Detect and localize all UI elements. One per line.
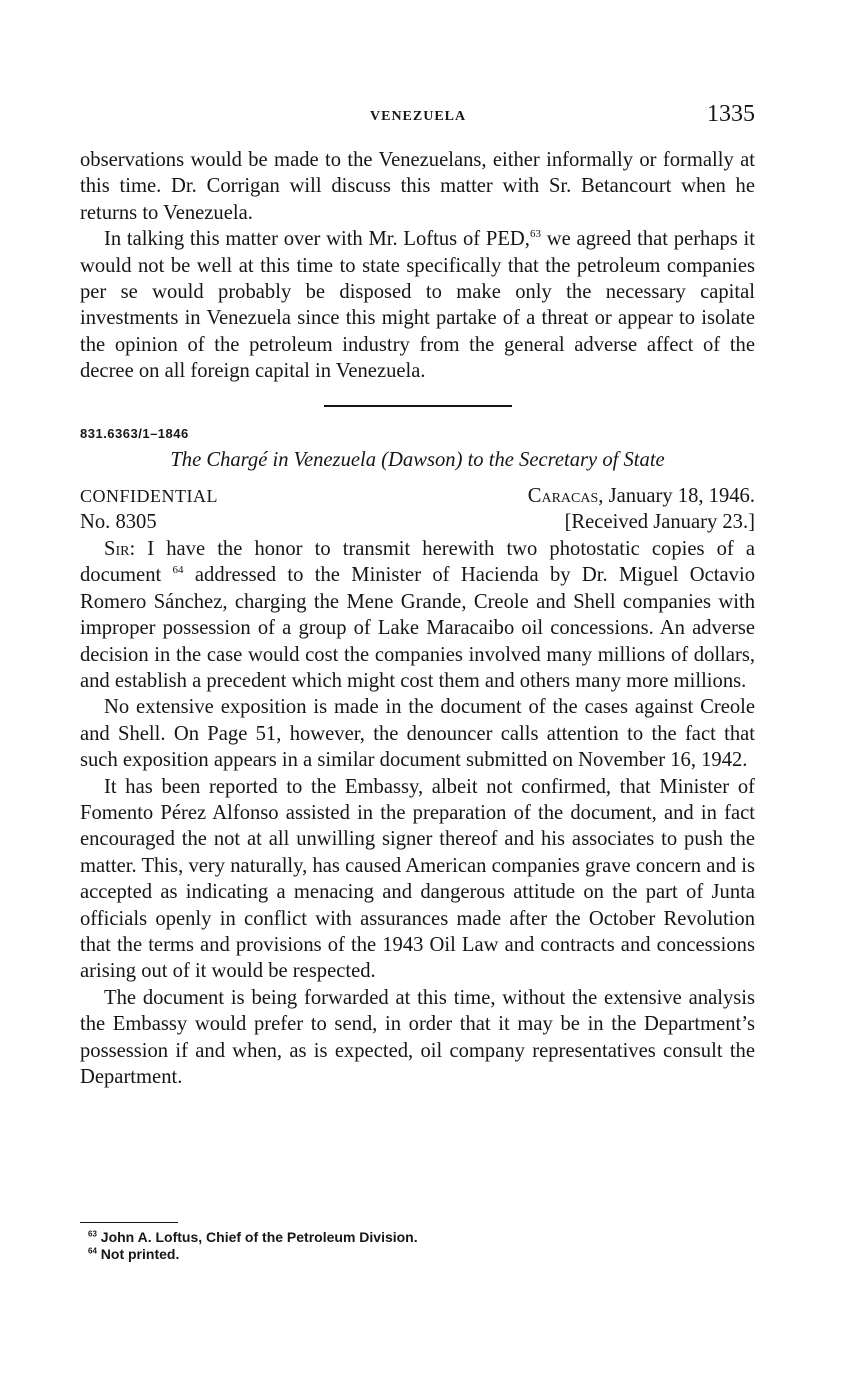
footnote-ref-64: 64: [172, 564, 184, 577]
classification: CONFIDENTIAL: [80, 486, 218, 507]
body-text: [80, 147, 755, 1090]
title-name: Dawson: [388, 448, 456, 471]
letter-paragraph-4: The document is being forwarded at this time, without the extensive analysis the Embassy would prefer to send, in order that it may be in the Department’s possession if and when, as is expected, oil company representatives consult the Department.: [80, 986, 755, 1088]
dateline: [528, 483, 755, 509]
continuation-paragraph-2: [80, 226, 755, 384]
date: , January 18, 1946.: [598, 485, 755, 508]
footnote-text: John A. Loftus, Chief of the Petroleum Division.: [96, 1229, 418, 1245]
footnote-ref-63: 63: [529, 228, 541, 241]
title-part: ) to the Secretary of State: [455, 448, 665, 471]
letter-paragraph-3: It has been reported to the Embassy, albeit not confirmed, that Minister of Fomento Pérez Alfonso assisted in the preparation of the document, and in fact encouraged the not at all unwilling signer thereof and his associates to push the matter. This, very naturally, has caused American companies grave concern and is accepted as indicating a menacing and dangerous attitude on the part of Junta officials openly in conflict with assurances made after the October Revolution that the terms and provisions of the 1943 Oil Law and contracts and concessions arising out of it would be respected.: [80, 775, 755, 983]
footnote-63: [80, 1229, 755, 1246]
footnote-mark: 63: [88, 1229, 97, 1239]
letter-paragraph-1: [80, 536, 755, 694]
paragraph-text: In talking this matter over with Mr. Loftus of PED,: [104, 228, 530, 251]
running-title: VENEZUELA: [370, 109, 467, 124]
title-part: The Chargé in Venezuela (: [170, 448, 389, 471]
section-divider: [324, 405, 512, 407]
footnotes: [80, 1222, 755, 1263]
dateline-row: [80, 483, 755, 509]
document-title: [80, 447, 755, 473]
place: Caracas: [527, 485, 599, 508]
paragraph-text: we agreed that perhaps it would not be well at this time to state specifically that the petroleum companies per se would probably be disposed to make only the necessary capital investments in Venezuela since this might partake of a threat or appear to isolate the opinion of the petroleum industry from the general adverse affect of the decree on all foreign capital in Venezuela.: [80, 228, 756, 383]
salutation: Sir: [104, 537, 130, 560]
paragraph-text: addressed to the Minister of Hacienda by Dr. Miguel Octavio Romero Sánchez, charging the Mene Grande, Creole and Shell companies with improper possession of a group of Lake Maracaibo oil concessions. An adverse decision in the case would cost the companies involved many millions of dollars, and establish a precedent which might cost them and others many more millions.: [80, 564, 755, 692]
continuation-paragraph-1: observations would be made to the Venezuelans, either informally or formally at this time. Dr. Corrigan will discuss this matter with Sr. Betancourt when he returns to Venezuela.: [80, 149, 755, 224]
received-date: [Received January 23.]: [564, 511, 755, 534]
file-number: 831.6363/1–1846: [80, 425, 189, 441]
paragraph-text: : I have the honor to transmit herewith two photostatic copies of a document: [80, 537, 755, 587]
footnote-text: Not printed.: [96, 1246, 180, 1262]
page-number: 1335: [707, 101, 755, 127]
letter-paragraph-2: No extensive exposition is made in the document of the cases against Creole and Shell. On Page 51, however, the denouncer calls attention to the fact that such exposition appears in a similar document submitted on November 16, 1942.: [80, 696, 755, 772]
page-header: [80, 101, 755, 131]
footnote-mark: 64: [88, 1246, 97, 1256]
footnote-rule: [80, 1222, 178, 1223]
footnote-64: [80, 1246, 755, 1263]
number-row: [80, 509, 755, 535]
despatch-number: No. 8305: [80, 511, 157, 534]
